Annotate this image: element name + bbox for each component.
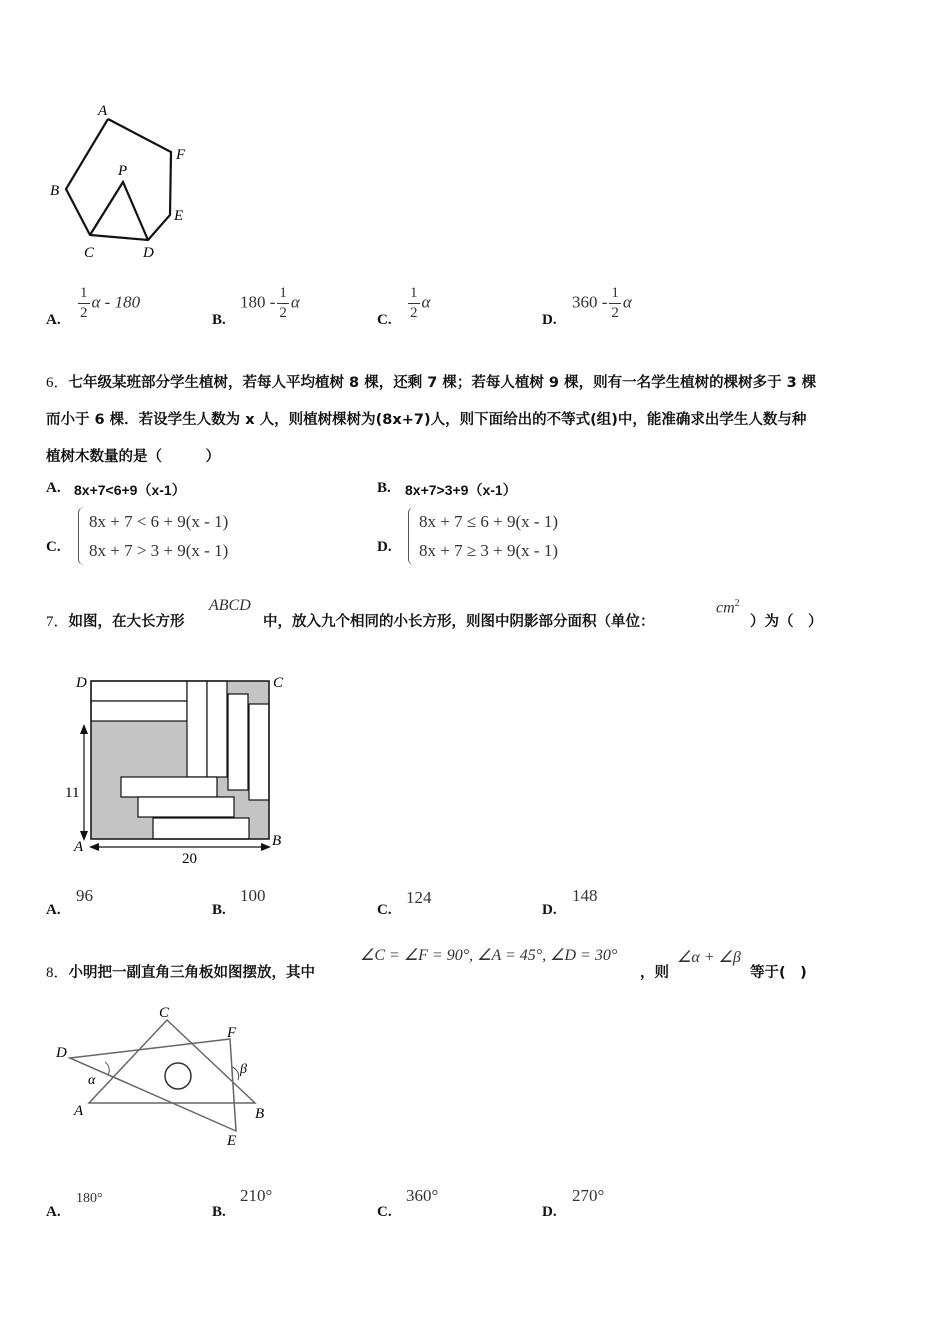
- q5-polygon-outline: [66, 119, 171, 240]
- q8-condition: ∠C = ∠F = 90°, ∠A = 45°, ∠D = 30°: [360, 947, 618, 964]
- unit-exponent: 2: [734, 598, 740, 609]
- q8-angle-beta: β: [240, 1062, 247, 1077]
- small-rect: [207, 681, 227, 777]
- q7-height-label: 11: [65, 785, 80, 801]
- q5-point-d: D: [143, 245, 154, 261]
- small-rect: [249, 704, 269, 800]
- q5-point-p: P: [118, 163, 128, 179]
- option-label: A.: [46, 902, 61, 918]
- inequality-system: [78, 507, 228, 565]
- fraction: [609, 286, 621, 321]
- q7-prefix-text: 如图，在大长方形: [68, 614, 185, 630]
- q8-point-b: B: [255, 1106, 265, 1122]
- option-suffix: α: [290, 292, 300, 312]
- q8-point-c: C: [159, 1005, 170, 1021]
- fraction-numerator: 1: [408, 286, 420, 304]
- option-label: D.: [542, 312, 557, 328]
- q6-text-line-3: 植树木数量的是（ ）: [46, 449, 220, 465]
- arrow-head: [89, 843, 99, 851]
- q5-point-a: A: [98, 103, 108, 119]
- q8-triangles-figure: [50, 1000, 290, 1155]
- q7-corner-d: D: [76, 675, 87, 691]
- fraction-denominator: 2: [611, 305, 619, 321]
- option-prefix: 180 -: [240, 292, 276, 312]
- q8-angle-alpha: α: [88, 1073, 96, 1088]
- question-number: 6．: [46, 375, 69, 391]
- option-label: D.: [542, 1204, 557, 1220]
- q7-corner-c: C: [273, 675, 284, 691]
- q5-triangle-cpd: [90, 182, 148, 240]
- q6-text-line-1: [46, 371, 816, 392]
- question-number: 8．: [46, 965, 69, 981]
- fraction-numerator: 1: [609, 286, 621, 304]
- q8-prefix-text: 小明把一副直角三角板如图摆放，其中: [68, 965, 316, 981]
- fraction-denominator: 2: [279, 305, 287, 321]
- q8-point-f: F: [227, 1025, 237, 1041]
- option-value: 8x+7<6+9（x-1）: [74, 482, 186, 498]
- fraction: [78, 286, 90, 321]
- q8-text-prefix: [46, 961, 315, 982]
- q7-rectangle-figure: [60, 668, 300, 868]
- q7-rect-name: ABCD: [209, 597, 251, 614]
- option-value: [406, 286, 430, 321]
- small-rect: [153, 818, 249, 839]
- option-value: 124: [406, 888, 432, 907]
- option-label: A.: [46, 1204, 61, 1220]
- q7-unit: [716, 598, 740, 617]
- option-label: C.: [377, 902, 392, 918]
- small-rect: [121, 777, 217, 797]
- q8-expression: ∠α + ∠β: [677, 949, 741, 966]
- small-rect: [138, 797, 234, 817]
- option-value: 100: [240, 886, 266, 905]
- q7-width-label: 20: [182, 851, 197, 867]
- fraction: [408, 286, 420, 321]
- option-label: C.: [377, 312, 392, 328]
- q8-hole-circle: [165, 1063, 191, 1089]
- inequality-row: 8x + 7 < 6 + 9(x - 1): [89, 512, 229, 531]
- fraction: [277, 286, 289, 321]
- fraction-numerator: 1: [277, 286, 289, 304]
- option-label: A.: [46, 312, 61, 328]
- q5-point-c: C: [84, 245, 95, 261]
- option-value: 148: [572, 886, 598, 905]
- q8-point-e: E: [227, 1133, 237, 1149]
- option-suffix: α: [622, 292, 632, 312]
- inequality-row: 8x + 7 ≤ 6 + 9(x - 1): [419, 512, 558, 531]
- q7-text-prefix: [46, 610, 185, 631]
- option-value: 8x+7>3+9（x-1）: [405, 482, 517, 498]
- q7-corner-b: B: [272, 833, 282, 849]
- option-label: D.: [377, 539, 392, 555]
- option-suffix: α - 180: [91, 292, 141, 312]
- option-value: 270°: [572, 1186, 605, 1205]
- option-value: 180°: [76, 1191, 103, 1206]
- option-value: [76, 286, 140, 321]
- q7-corner-a: A: [74, 839, 84, 855]
- option-suffix: α: [421, 292, 431, 312]
- option-label: C.: [46, 539, 61, 555]
- option-label: B.: [212, 1204, 226, 1220]
- inequality-row: 8x + 7 > 3 + 9(x - 1): [89, 541, 229, 560]
- q6-text-line-2: 而小于 6 棵．若设学生人数为 x 人，则植树棵树为(8x+7)人，则下面给出的不等式(组)中，能准确求出学生人数与种: [46, 412, 807, 428]
- option-value: [240, 286, 300, 321]
- q6-line1-text: 七年级某班部分学生植树，若每人平均植树 8 棵，还剩 7 棵；若每人植树 9 棵，则有一名学生植树的棵树多于 3 棵: [68, 375, 817, 391]
- option-value: 360°: [406, 1186, 439, 1205]
- arrow-head: [261, 843, 271, 851]
- option-value: 96: [76, 886, 93, 905]
- q7-text-suffix: ）为（ ）: [750, 614, 823, 630]
- q8-point-a: A: [74, 1103, 84, 1119]
- small-rect: [187, 681, 207, 777]
- option-label: B.: [212, 312, 226, 328]
- inequality-system: [408, 507, 558, 565]
- option-label: B.: [377, 480, 391, 496]
- fraction-denominator: 2: [410, 305, 418, 321]
- fraction-numerator: 1: [78, 286, 90, 304]
- fraction-denominator: 2: [80, 305, 88, 321]
- question-number: 7．: [46, 614, 69, 630]
- small-rect: [91, 681, 187, 701]
- option-value: 210°: [240, 1186, 273, 1205]
- q5-point-f: F: [176, 147, 186, 163]
- q5-point-e: E: [174, 208, 184, 224]
- option-label: A.: [46, 480, 61, 496]
- option-label: C.: [377, 1204, 392, 1220]
- q5-point-b: B: [50, 183, 60, 199]
- q5-hexagon-figure: [40, 95, 215, 265]
- inequality-row: 8x + 7 ≥ 3 + 9(x - 1): [419, 541, 558, 560]
- q7-text-middle: 中，放入九个相同的小长方形，则图中阴影部分面积（单位：: [263, 614, 655, 630]
- option-prefix: 360 -: [572, 292, 608, 312]
- q8-point-d: D: [56, 1045, 67, 1061]
- option-label: D.: [542, 902, 557, 918]
- option-label: B.: [212, 902, 226, 918]
- unit-base: cm: [716, 599, 735, 617]
- small-rect: [91, 701, 187, 721]
- option-value: [572, 286, 632, 321]
- arrow-head: [80, 724, 88, 734]
- small-rect: [228, 694, 248, 790]
- q8-text-suffix: 等于( ): [750, 965, 807, 981]
- q8-text-middle: ，则: [640, 965, 669, 981]
